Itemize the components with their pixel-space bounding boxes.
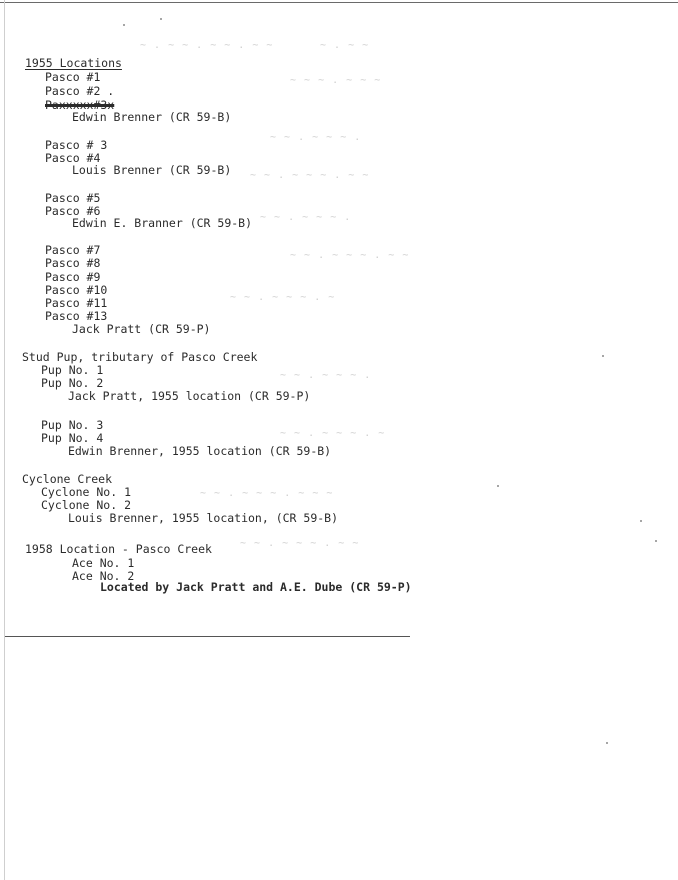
claim-line: Pasco #6 (45, 204, 101, 218)
locator-line: Jack Pratt (CR 59-P) (72, 322, 211, 336)
locator-line: Jack Pratt, 1955 location (CR 59-P) (68, 389, 311, 403)
claim-line: Pup No. 1 (41, 363, 104, 377)
claim-line: Pasco #4 (45, 151, 101, 165)
claim-line: Pasco # 3 (45, 138, 108, 152)
claim-line: Pasco #9 (45, 270, 101, 284)
claim-line: Pasco #5 (45, 191, 101, 205)
bleed-through-mark: ~ ~ . ~ ~ ~ . (260, 212, 352, 223)
speck-mark (655, 540, 657, 542)
locator-line: Louis Brenner (CR 59-B) (72, 163, 232, 177)
speck-mark (123, 24, 125, 26)
bleed-through-mark: ~ ~ . ~ ~ ~ . (270, 132, 362, 143)
horizontal-rule (5, 636, 410, 637)
locator-line: Edwin Brenner, 1955 location (CR 59-B) (68, 444, 332, 458)
bleed-through-mark: ~ ~ . ~ ~ ~ . ~ (230, 292, 336, 303)
claim-line: Ace No. 1 (72, 556, 135, 570)
bleed-through-mark: ~ ~ ~ . ~ ~ ~ (290, 75, 382, 86)
claim-line: Pup No. 4 (41, 431, 104, 445)
struck-out-line: Paxxxxx#3x (45, 98, 115, 112)
bleed-through-mark: ~ ~ . ~ ~ ~ . ~ ~ (240, 538, 360, 549)
claim-line: Pasco #10 (45, 283, 108, 297)
bleed-through-mark: ~ ~ . ~ ~ ~ . (280, 370, 372, 381)
claim-line: Pasco #2 . (45, 84, 115, 98)
left-edge-line (4, 0, 5, 880)
bleed-through-mark: ~ ~ . ~ ~ ~ . ~ ~ ~ (200, 488, 334, 499)
locator-line: Louis Brenner, 1955 location, (CR 59-B) (68, 511, 339, 525)
speck-mark (602, 355, 604, 357)
claim-line: Cyclone No. 1 (41, 485, 132, 499)
claim-line: Pasco #8 (45, 256, 101, 270)
section-heading-1958: 1958 Location - Pasco Creek (25, 542, 212, 556)
speck-mark (497, 485, 499, 487)
section-heading-stud-pup: Stud Pup, tributary of Pasco Creek (22, 350, 258, 364)
locator-line: Edwin E. Branner (CR 59-B) (72, 216, 253, 230)
speck-mark (640, 520, 642, 522)
claim-line: Pasco #13 (45, 309, 108, 323)
section-heading-1955: 1955 Locations (25, 56, 122, 70)
claim-line: Pasco #1 (45, 70, 101, 84)
top-edge-line (0, 2, 678, 3)
claim-line: Pup No. 3 (41, 418, 104, 432)
claim-line: Cyclone No. 2 (41, 498, 132, 512)
speck-mark (160, 18, 162, 20)
claim-line: Pasco #7 (45, 243, 101, 257)
bleed-through-mark: ~ . ~ ~ (320, 40, 370, 51)
claim-line: Pasco #11 (45, 296, 108, 310)
locator-line: Located by Jack Pratt and A.E. Dube (CR 59-P) (100, 580, 412, 594)
speck-mark (606, 742, 608, 744)
locator-line: Edwin Brenner (CR 59-B) (72, 110, 232, 124)
bleed-through-mark: ~ ~ . ~ ~ ~ . ~ ~ (250, 170, 370, 181)
claim-line: Ace No. 2 (72, 569, 135, 583)
bleed-through-mark: ~ ~ . ~ ~ ~ . ~ ~ (290, 250, 410, 261)
section-heading-cyclone-creek: Cyclone Creek (22, 472, 113, 486)
bleed-through-mark: ~ ~ . ~ ~ ~ . ~ (280, 428, 386, 439)
bleed-through-mark: ~ . ~ ~ . ~ ~ . ~ ~ (140, 40, 274, 51)
claim-line: Pup No. 2 (41, 376, 104, 390)
